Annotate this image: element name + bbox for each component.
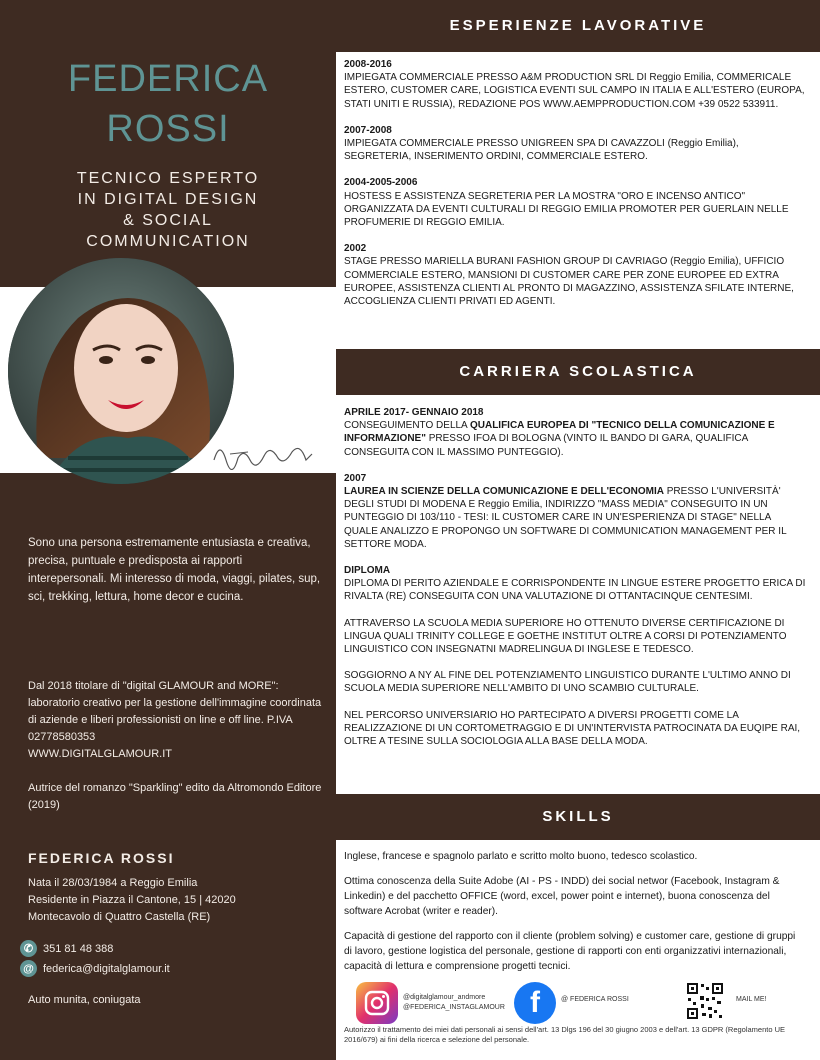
facebook-handle[interactable]: @ FEDERICA ROSSI [561, 996, 629, 1003]
signature [208, 430, 318, 470]
experience-period: 2008-2016 [344, 59, 392, 70]
education-item [344, 564, 806, 604]
education-period: DIPLOMA [344, 565, 391, 577]
job-title-line: COMMUNICATION [86, 233, 250, 250]
instagram-handles[interactable] [403, 993, 505, 1013]
experience-description: IMPIEGATA COMMERCIALE PRESSO A&M PRODUCTION SRL DI Reggio Emilia, COMMERICALE ESTERO, CUSTOMER CARE, LOGISTICA EVENTI SUL CAMPO IN ITALIA E ALL'ESTERO (EUROPA, STATI UNITI E RUSSIA), REDAZIONE POS WWW.AEMPPRODUCTION.COM +39 0522 533911. [344, 72, 805, 110]
personal-status: Auto munita, coniugata [28, 994, 141, 1006]
social-links [356, 982, 806, 1026]
education-text: PRESSO IFOA DI BOLOGNA (VINTO IL BANDO DI GARA, QUALIFICA CONSEGUITA CON IL MASSIMO PUNTEGGIO). [344, 433, 748, 458]
experience-item [344, 58, 806, 111]
phone-number: 351 81 48 388 [43, 942, 114, 955]
education-note [344, 669, 806, 695]
business-text: Dal 2018 titolare di "digital GLAMOUR and MORE": laboratorio creativo per la gestione dell'immagine coordinata di aziende e liberi professionisti on line e off line. P.IVA 02778580353 [28, 680, 322, 743]
job-title-line: & SOCIAL [123, 212, 213, 229]
education-note [344, 617, 806, 657]
skill-item: Capacità di gestione del rapporto con il cliente (problem solving) e customer care, gestione di gruppi di lavoro, gestione logistica del personale, gestione di rapporti con enti organizzativi internazionali, capacità di lettura e comprensione progetti tecnici. [344, 931, 796, 972]
last-name: ROSSI [106, 108, 230, 150]
profile-photo [8, 258, 234, 484]
novel-note: Autrice del romanzo "Sparkling" edito da Altromondo Editore (2019) [28, 782, 322, 811]
education-qualification: QUALIFICA EUROPEA DI "TECNICO DELLA COMUNICAZIONE E INFORMAZIONE" [344, 420, 775, 445]
first-name: FEDERICA [67, 58, 269, 100]
education-description [344, 419, 806, 459]
privacy-notice: Autorizzo il trattamento dei miei dati personali ai sensi dell'art. 13 Dlgs 196 del 30 giugno 2003 e dell'art. 13 GDPR (Regolamento UE 2016/679) ai fini della ricerca e selezione del personale. [344, 1025, 786, 1044]
experience-description: HOSTESS E ASSISTENZA SEGRETERIA PER LA MOSTRA "ORO E INCENSO ANTICO" ORGANIZZATA DA EVENTI CULTURALI DI REGGIO EMILIA PROMOTER PER GUERLAIN NELLE PROFUMERIE DI REGGIO EMILIA. [344, 190, 789, 229]
job-title-line: IN DIGITAL DESIGN [77, 191, 259, 208]
qr-label: MAIL ME! [736, 996, 767, 1003]
experience-item [344, 176, 806, 229]
education-heading: CARRIERA SCOLASTICA [336, 349, 820, 395]
experience-item [344, 242, 806, 308]
experience-list [344, 58, 806, 321]
education-list [344, 406, 806, 761]
portrait-image [8, 258, 234, 484]
education-description: DIPLOMA DI PERITO AZIENDALE E CORRISPONDENTE IN LINGUE ESTERE PROGETTO ERICA DI RIVALTA (RE) CONSEGUITA CON UNA VALUTAZIONE DI OTTANTACINQUE CENTESIMI. [344, 578, 806, 603]
instagram-handle: @digitalglamour_andmore [403, 994, 486, 1001]
job-title-line: TECNICO ESPERTO [76, 170, 260, 187]
experience-period: 2002 [344, 243, 367, 255]
education-text: PRESSO L'UNIVERSITÀ' DEGLI STUDI DI MODENA E Reggio Emilia, INDIRIZZO "MASS MEDIA" CONSEGUITO IN UN PUNTEGGIO DI 103/110 - TESI: IL CUSTOMER CARE IN UN'ESPERIENZA DI STAGE" NELLA QUALE ANALIZZO E PROPONGO UN SOFTWARE DI COMMUNICATION MANAGEMENT PER IL SETTORE MODA. [344, 486, 787, 550]
contact-name: FEDERICA ROSSI [28, 850, 175, 866]
phone-icon: ✆ [20, 940, 37, 957]
skill-item: Ottima conoscenza della Suite Adobe (AI - PS - INDD) dei social networ (Facebook, Instagram & Linkedin) e del pacchetto OFFICE (word, excel, power point e internet), buona conoscenza del software Acrobat (writer e reader). [344, 876, 780, 917]
education-item [344, 406, 806, 459]
qr-code-icon[interactable] [686, 982, 724, 1020]
instagram-glyph [364, 990, 390, 1016]
experience-description: IMPIEGATA COMMERCIALE PRESSO UNIGREEN SPA DI CAVAZZOLI (Reggio Emilia), SEGRETERIA, INSERIMENTO ORDINI, COMMERCIALE ESTERO. [344, 138, 739, 163]
experience-item [344, 124, 806, 164]
education-period: 2007 [344, 472, 367, 484]
experience-description: STAGE PRESSO MARIELLA BURANI FASHION GROUP DI CAVRIAGO (Reggio Emilia), UFFICIO COMMERCIALE ESTERO, MANSIONI DI CUSTOMER CARE PER ZONE EUROPEE ED EXTRA EUROPEE, ASSISTENZA CLIENTI AL PRONTO DI MAGAZZINO, ASSISTENZA SFILATE INTERNE, ACCOGLIENZA CLIENTI PRIVATI ED AGENTI. [344, 256, 794, 308]
job-title [0, 168, 336, 252]
email-row[interactable] [20, 960, 170, 977]
experience-heading: ESPERIENZE LAVORATIVE [336, 0, 820, 52]
education-qualification: LAUREA IN SCIENZE DELLA COMUNICAZIONE E DELL'ECONOMIA [344, 486, 664, 498]
education-text: CONSEGUIMENTO DELLA [344, 420, 470, 432]
instagram-icon[interactable] [356, 982, 398, 1024]
experience-period: 2007-2008 [344, 124, 392, 136]
education-note [344, 709, 806, 749]
bio-text: Sono una persona estremamente entusiasta e creativa, precisa, puntuale e predisposta ai rapporti interepersonali. Mi interesso di moda, viaggi, pilates, sup, sci, trekking, lettura, home decor e cucina. [28, 537, 321, 603]
phone-row[interactable] [20, 940, 113, 957]
business-info [28, 678, 323, 763]
education-period: APRILE 2017- GENNAIO 2018 [344, 407, 484, 418]
education-note-text: NEL PERCORSO UNIVERSIARIO HO PARTECIPATO A DIVERSI PROGETTI COME LA REALIZZAZIONE DI UN CORTOMETRAGGIO E DI UN'INTERVISTA PATROCINATA DA EUQIPE RAI, OLTRE A TESINE SULLA SOCIOLOGIA ALLA BASE DELLA MODA. [344, 709, 801, 748]
experience-period: 2004-2005-2006 [344, 177, 418, 189]
city-line: Montecavolo di Quattro Castella (RE) [28, 911, 211, 923]
contact-address [28, 875, 236, 926]
facebook-icon[interactable]: f [514, 982, 556, 1024]
skills-heading: SKILLS [336, 794, 820, 840]
instagram-handle: @FEDERICA_INSTAGLAMOUR [403, 1004, 505, 1011]
skill-item: Inglese, francese e spagnolo parlato e scritto molto buono, tedesco scolastico. [344, 851, 698, 862]
at-sign-icon: @ [20, 960, 37, 977]
birth-info: Nata il 28/03/1984 a Reggio Emilia [28, 877, 198, 889]
education-description [344, 485, 806, 551]
education-item [344, 472, 806, 551]
education-note-text: ATTRAVERSO LA SCUOLA MEDIA SUPERIORE HO OTTENUTO DIVERSE CERTIFICAZIONE DI LINGUA QUALI TRINITY COLLEGE E GOETHE INSTITUT OLTRE A CORSI DI POTENZIAMENTO LINGUISTICO CON INSEGNATNI MADRELINGUA DI INGLESE E TEDESCO. [344, 617, 787, 656]
address-line: Residente in Piazza il Cantone, 15 | 42020 [28, 894, 236, 906]
email-address: federica@digitalglamour.it [43, 962, 170, 975]
website-link[interactable]: WWW.DIGITALGLAMOUR.IT [28, 748, 173, 760]
education-note-text: SOGGIORNO A NY AL FINE DEL POTENZIAMENTO LINGUISTICO DURANTE L'ULTIMO ANNO DI SCUOLA MEDIA SUPERIORE NELL'AMBITO DI UNO SCAMBIO CULTURALE. [344, 670, 791, 695]
skills-list [344, 849, 806, 984]
